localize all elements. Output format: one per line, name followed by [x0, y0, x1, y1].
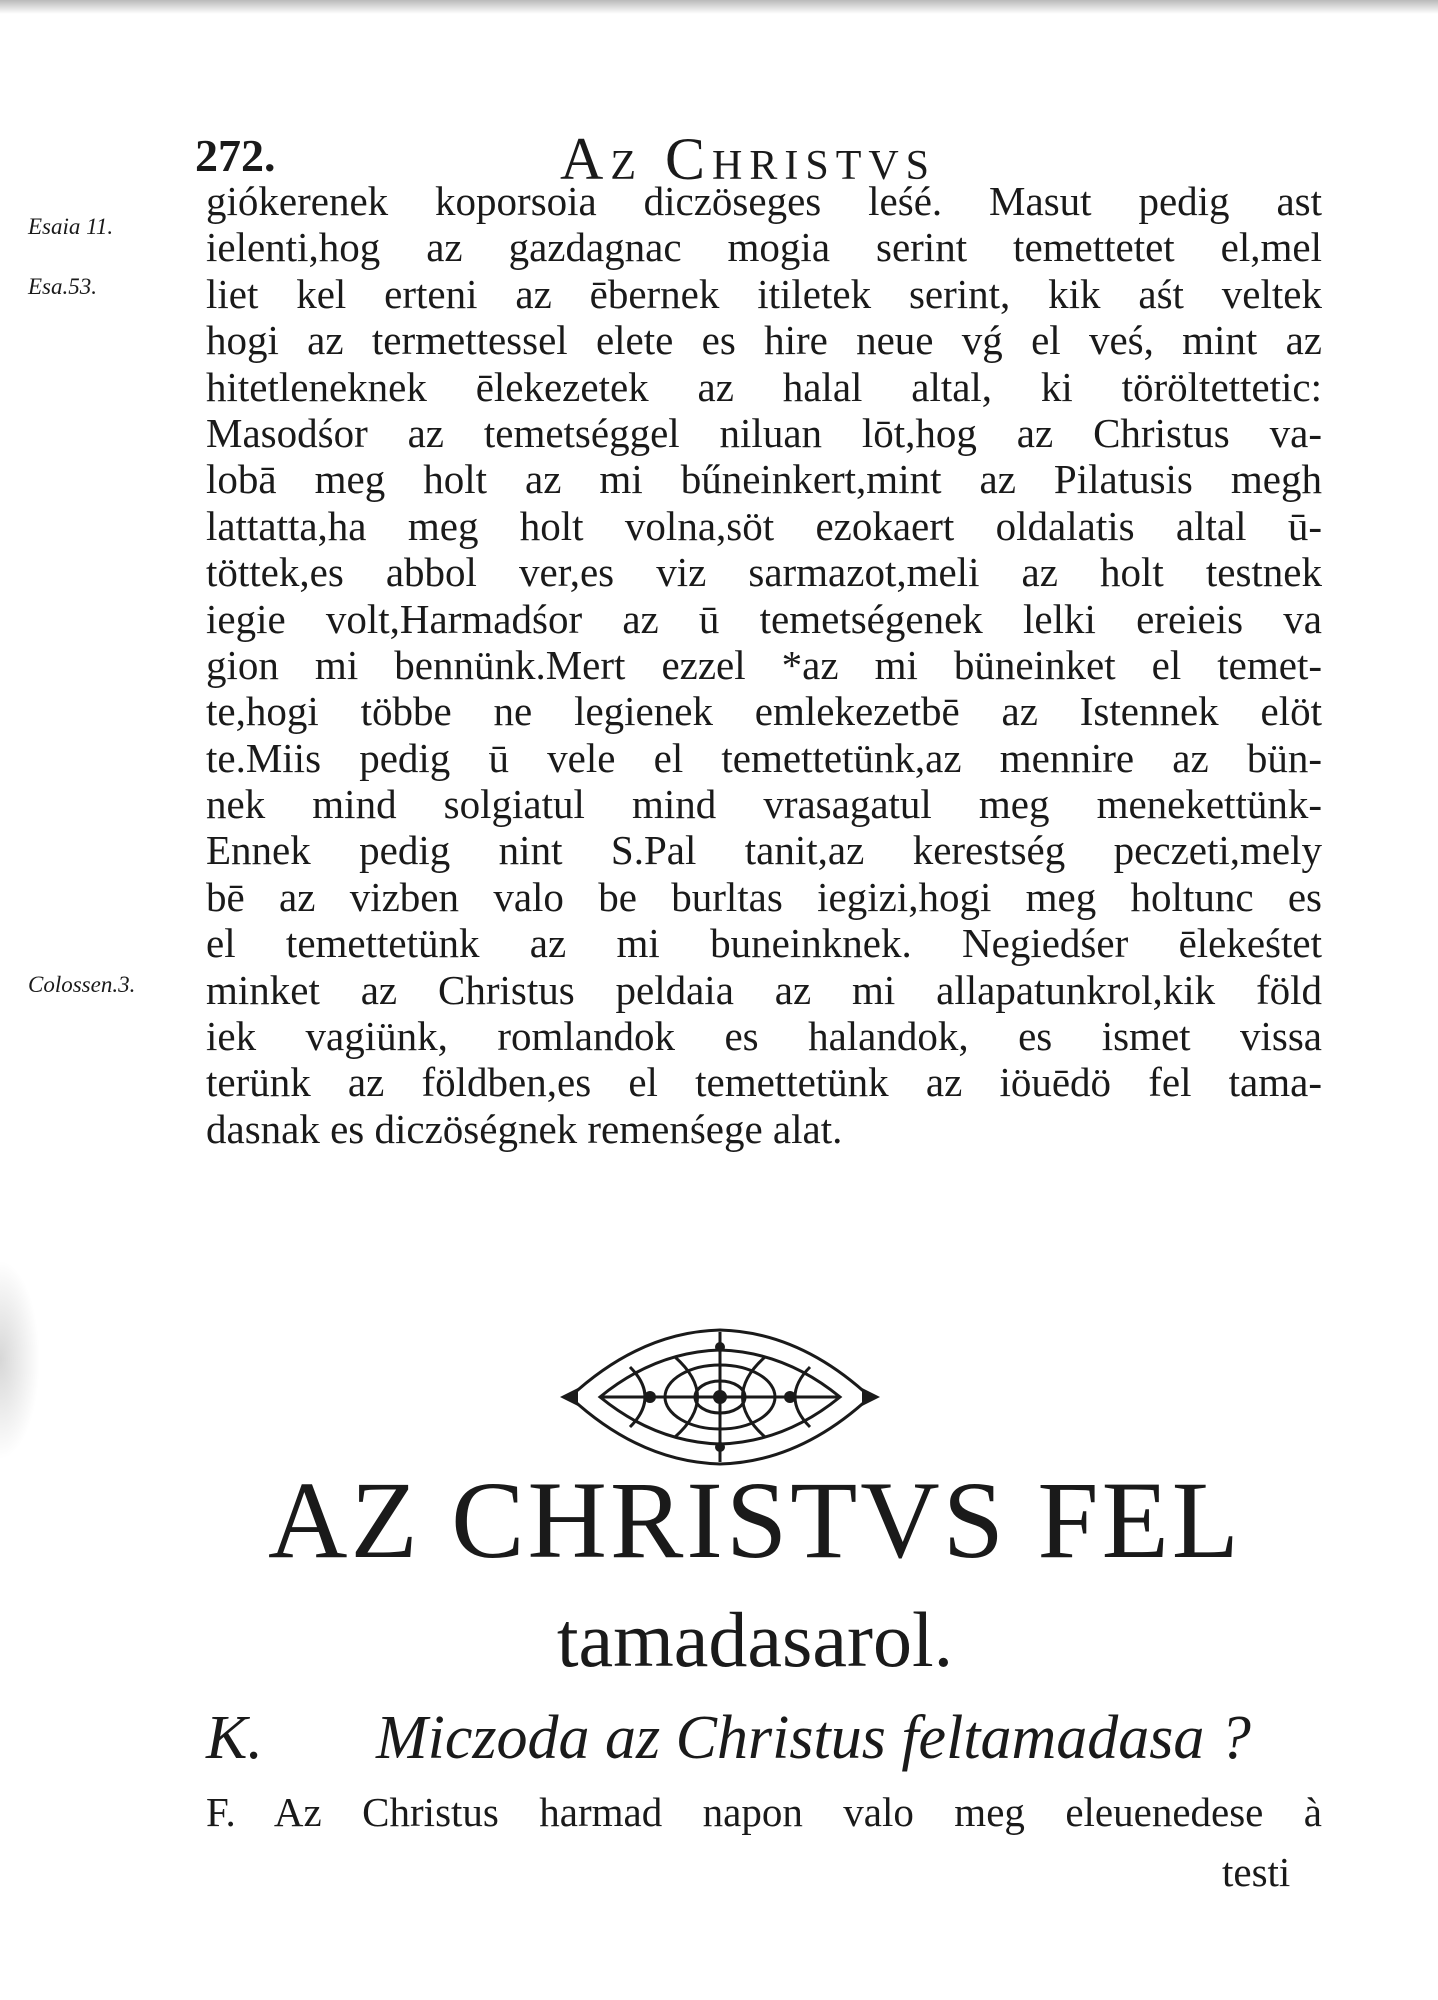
body-line: hitetleneknek ēlekezetek az halal altal, ki töröltettetic: — [206, 363, 1322, 410]
body-line: bē az vizben valo be burltas iegizi,hogi meg holtunc es — [206, 873, 1322, 920]
margin-note-esaia: Esaia 11. — [28, 214, 114, 239]
scan-edge-top — [0, 0, 1438, 14]
body-line: lattatta,ha meg holt volna,söt ezokaert oldalatis altal ū- — [206, 502, 1322, 549]
body-line: dasnak es diczöségnek remenśege alat. — [206, 1105, 843, 1152]
page-number: 272. — [195, 130, 276, 181]
body-line: hogi az termettessel elete es hire neue vǵ el veś, mint az — [206, 317, 1322, 364]
margin-note-colossen: Colossen.3. — [28, 972, 136, 997]
body-line: Masodśor az temetséggel niluan lōt,hog az Christus va- — [206, 409, 1322, 456]
section-subheading: tamadasarol. — [556, 1596, 954, 1683]
running-head: Az Christvs — [560, 126, 937, 192]
section-heading: AZ CHRISTVS FEL — [268, 1459, 1242, 1581]
answer — [206, 1788, 1322, 1836]
body-line: gion mi bennünk.Mert ezzel *az mi büneinket el temet- — [206, 641, 1322, 688]
body-line: te.Miis pedig ū vele el temettetünk,az mennire az bün- — [206, 734, 1322, 781]
ornament-icon — [560, 1322, 880, 1472]
body-line: ielenti,hog az gazdagnac mogia serint temettetet el,mel — [206, 224, 1322, 271]
body-line: töttek,es abbol ver,es viz sarmazot,meli az holt testnek — [206, 549, 1322, 596]
question-label: K. — [206, 1704, 263, 1772]
body-line: iek vagiünk, romlandok es halandok, es ismet vissa — [206, 1013, 1322, 1060]
body-line: giókerenek koporsoia diczöseges leśé. Masut pedig ast — [206, 178, 1322, 224]
body-line: nek mind solgiatul mind vrasagatul meg menekettünk- — [206, 781, 1322, 828]
body-line: iegie volt,Harmadśor az ū temetségenek lelki ereieis va — [206, 595, 1322, 642]
body-line: minket az Christus peldaia az mi allapatunkrol,kik föld — [206, 966, 1322, 1013]
body-line: lobā meg holt az mi bűneinkert,mint az Pilatusis megh — [206, 456, 1322, 503]
body-line: te,hogi többe ne legienek emlekezetbē az Istennek elöt — [206, 688, 1322, 735]
answer-line: F. Az Christus harmad napon valo meg eleuenedese à — [206, 1789, 1322, 1835]
body-line: el temettetünk az mi buneinknek. Negiedśer ēlekeśtet — [206, 920, 1322, 967]
body-line: Ennek pedig nint S.Pal tanit,az kerestség peczeti,mely — [206, 827, 1322, 874]
question-text: Miczoda az Christus feltamadasa ? — [376, 1704, 1251, 1772]
question — [206, 1702, 1326, 1774]
scan-edge-left — [0, 1260, 40, 1460]
body-text — [206, 178, 1322, 1152]
body-line: liet kel erteni az ēbernek itiletek serint, kik aśt veltek — [206, 270, 1322, 317]
body-line: terünk az földben,es el temettetünk az iöuēdö fel tama- — [206, 1059, 1322, 1106]
margin-note-esa: Esa.53. — [28, 274, 97, 299]
page-header — [195, 125, 1315, 192]
catchword: testi — [1222, 1849, 1291, 1895]
